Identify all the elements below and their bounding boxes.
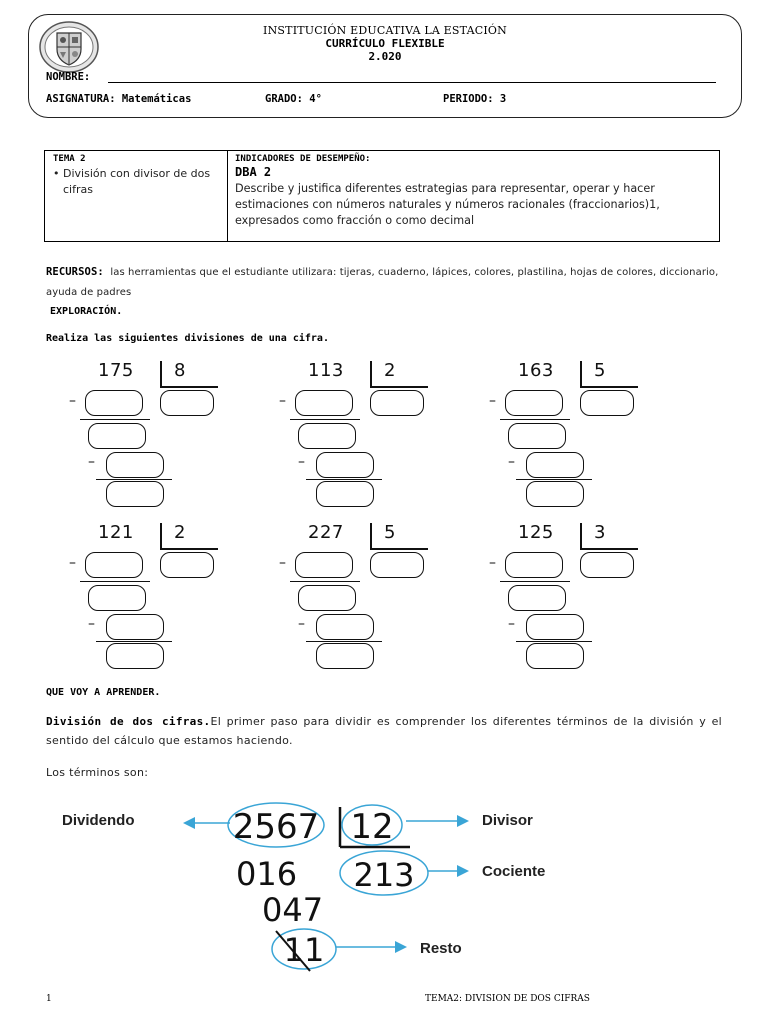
diagram-step-1: 016 — [236, 855, 298, 893]
tema-title: TEMA 2 — [53, 154, 86, 164]
division-bracket — [370, 361, 372, 387]
minus-sign: – — [489, 555, 496, 571]
division-exercises — [50, 355, 680, 675]
minus-sign: – — [69, 393, 76, 409]
subtraction-line — [96, 641, 172, 642]
division-exercise — [470, 517, 660, 677]
answer-box-subtrahend[interactable] — [85, 390, 143, 416]
table-divider — [227, 151, 228, 241]
grade-label: GRADO: 4° — [265, 93, 322, 105]
answer-box-quotient[interactable] — [580, 390, 634, 416]
answer-box-remainder[interactable] — [106, 481, 164, 507]
answer-box-partial[interactable] — [508, 423, 566, 449]
minus-sign: – — [279, 393, 286, 409]
answer-box-remainder[interactable] — [316, 643, 374, 669]
answer-box-subtrahend[interactable] — [505, 552, 563, 578]
minus-sign: – — [88, 616, 95, 632]
page-number: 1 — [46, 994, 52, 1004]
division-bracket-bar — [580, 386, 638, 388]
division-terms-diagram — [50, 795, 670, 985]
quotient-label: Cociente — [482, 863, 546, 880]
bullet-icon: • — [53, 167, 60, 180]
subtraction-line — [80, 419, 150, 420]
answer-box-subtrahend-2[interactable] — [106, 452, 164, 478]
exercise-divisor: 2 — [384, 360, 396, 381]
subtraction-line — [80, 581, 150, 582]
terms-intro: Los términos son: — [46, 766, 149, 779]
exercise-dividend: 113 — [308, 360, 344, 381]
indicators-title: INDICADORES DE DESEMPEÑO: — [235, 154, 371, 164]
exercise-dividend: 175 — [98, 360, 134, 381]
exercise-dividend: 121 — [98, 522, 134, 543]
subtraction-line — [290, 419, 360, 420]
minus-sign: – — [279, 555, 286, 571]
division-bracket-bar — [370, 548, 428, 550]
exercise-divisor: 5 — [384, 522, 396, 543]
divisor-label: Divisor — [482, 812, 533, 829]
answer-box-subtrahend[interactable] — [295, 552, 353, 578]
answer-box-subtrahend-2[interactable] — [316, 614, 374, 640]
footer-title: TEMA2: DIVISION DE DOS CIFRAS — [425, 994, 590, 1004]
answer-box-partial[interactable] — [508, 585, 566, 611]
answer-box-subtrahend-2[interactable] — [526, 614, 584, 640]
diagram-quotient: 213 — [353, 856, 415, 894]
answer-box-remainder[interactable] — [106, 643, 164, 669]
division-bracket-bar — [370, 386, 428, 388]
division-exercise — [260, 355, 450, 515]
division-exercise — [50, 355, 240, 515]
diagram-step-2: 047 — [262, 891, 324, 929]
exercise-divisor: 3 — [594, 522, 606, 543]
minus-sign: – — [508, 454, 515, 470]
recursos-label: RECURSOS: — [46, 266, 104, 278]
answer-box-partial[interactable] — [298, 585, 356, 611]
division-exercise — [470, 355, 660, 515]
division-text: El primer paso para dividir es comprender los diferentes términos de la división y el sentido del cálculo que estamos haciendo. — [46, 715, 722, 747]
minus-sign: – — [489, 393, 496, 409]
subtraction-line — [500, 581, 570, 582]
subtraction-line — [516, 479, 592, 480]
exercise-dividend: 163 — [518, 360, 554, 381]
division-bold: División de dos cifras. — [46, 715, 211, 728]
tema-bullet-text: División con divisor de dos cifras — [63, 167, 211, 196]
answer-box-remainder[interactable] — [526, 481, 584, 507]
school-name: INSTITUCIÓN EDUCATIVA LA ESTACIÓN — [263, 24, 507, 37]
answer-box-remainder[interactable] — [316, 481, 374, 507]
division-bracket — [160, 523, 162, 549]
answer-box-subtrahend-2[interactable] — [316, 452, 374, 478]
answer-box-partial[interactable] — [88, 585, 146, 611]
remainder-label: Resto — [420, 940, 462, 957]
answer-box-remainder[interactable] — [526, 643, 584, 669]
division-exercise — [260, 517, 450, 677]
division-bracket-bar — [160, 548, 218, 550]
exercise-divisor: 5 — [594, 360, 606, 381]
dba-description: Describe y justifica diferentes estrategias para representar, operar y hacer estimaciones con números naturales y números racionales (fraccionarios)1, expresados como fracción o como decimal — [235, 182, 660, 227]
subject-label: ASIGNATURA: Matemáticas — [46, 93, 192, 105]
dividend-label: Dividendo — [62, 812, 135, 829]
answer-box-quotient[interactable] — [580, 552, 634, 578]
subtraction-line — [290, 581, 360, 582]
name-label: NOMBRE: — [46, 71, 91, 83]
division-bracket-bar — [580, 548, 638, 550]
minus-sign: – — [298, 616, 305, 632]
dba-title: DBA 2 — [235, 165, 272, 179]
answer-box-partial[interactable] — [88, 423, 146, 449]
curriculum-title: CURRÍCULO FLEXIBLE — [325, 37, 445, 50]
answer-box-subtrahend-2[interactable] — [526, 452, 584, 478]
tema-table — [44, 150, 720, 242]
recursos-text: las herramientas que el estudiante utilizara: tijeras, cuaderno, lápices, colores, plastilina, hojas de colores, diccionario, ayuda de padres — [46, 267, 719, 298]
exercise-instruction: Realiza las siguientes divisiones de una cifra. — [46, 333, 329, 344]
tema-bullet — [51, 166, 223, 198]
answer-box-subtrahend-2[interactable] — [106, 614, 164, 640]
division-bracket-bar — [160, 386, 218, 388]
diagram-dividend: 2567 — [232, 807, 320, 847]
division-paragraph — [46, 712, 722, 750]
exercise-dividend: 227 — [308, 522, 344, 543]
period-label: PERIODO: 3 — [443, 93, 507, 105]
minus-sign: – — [69, 555, 76, 571]
subtraction-line — [306, 641, 382, 642]
answer-box-quotient[interactable] — [370, 552, 424, 578]
answer-box-partial[interactable] — [298, 423, 356, 449]
answer-box-quotient[interactable] — [370, 390, 424, 416]
diagram-remainder: 11 — [283, 931, 325, 969]
answer-box-quotient[interactable] — [160, 552, 214, 578]
answer-box-subtrahend[interactable] — [85, 552, 143, 578]
diagram-divisor: 12 — [350, 807, 394, 847]
division-bracket — [580, 523, 582, 549]
exercise-dividend: 125 — [518, 522, 554, 543]
answer-box-quotient[interactable] — [160, 390, 214, 416]
school-shield-logo-icon — [38, 20, 100, 74]
school-year: 2.020 — [368, 50, 402, 63]
name-field-line[interactable] — [108, 82, 716, 83]
division-bracket — [160, 361, 162, 387]
division-exercise — [50, 517, 240, 677]
recursos-paragraph — [46, 262, 726, 303]
subtraction-line — [306, 479, 382, 480]
exercise-divisor: 8 — [174, 360, 186, 381]
answer-box-subtrahend[interactable] — [295, 390, 353, 416]
minus-sign: – — [508, 616, 515, 632]
subtraction-line — [500, 419, 570, 420]
division-bracket — [370, 523, 372, 549]
exercise-divisor: 2 — [174, 522, 186, 543]
answer-box-subtrahend[interactable] — [505, 390, 563, 416]
minus-sign: – — [298, 454, 305, 470]
division-bracket — [580, 361, 582, 387]
que-voy-heading: QUE VOY A APRENDER. — [46, 687, 161, 698]
minus-sign: – — [88, 454, 95, 470]
subtraction-line — [96, 479, 172, 480]
subtraction-line — [516, 641, 592, 642]
exploracion-heading: EXPLORACIÓN. — [50, 306, 123, 317]
